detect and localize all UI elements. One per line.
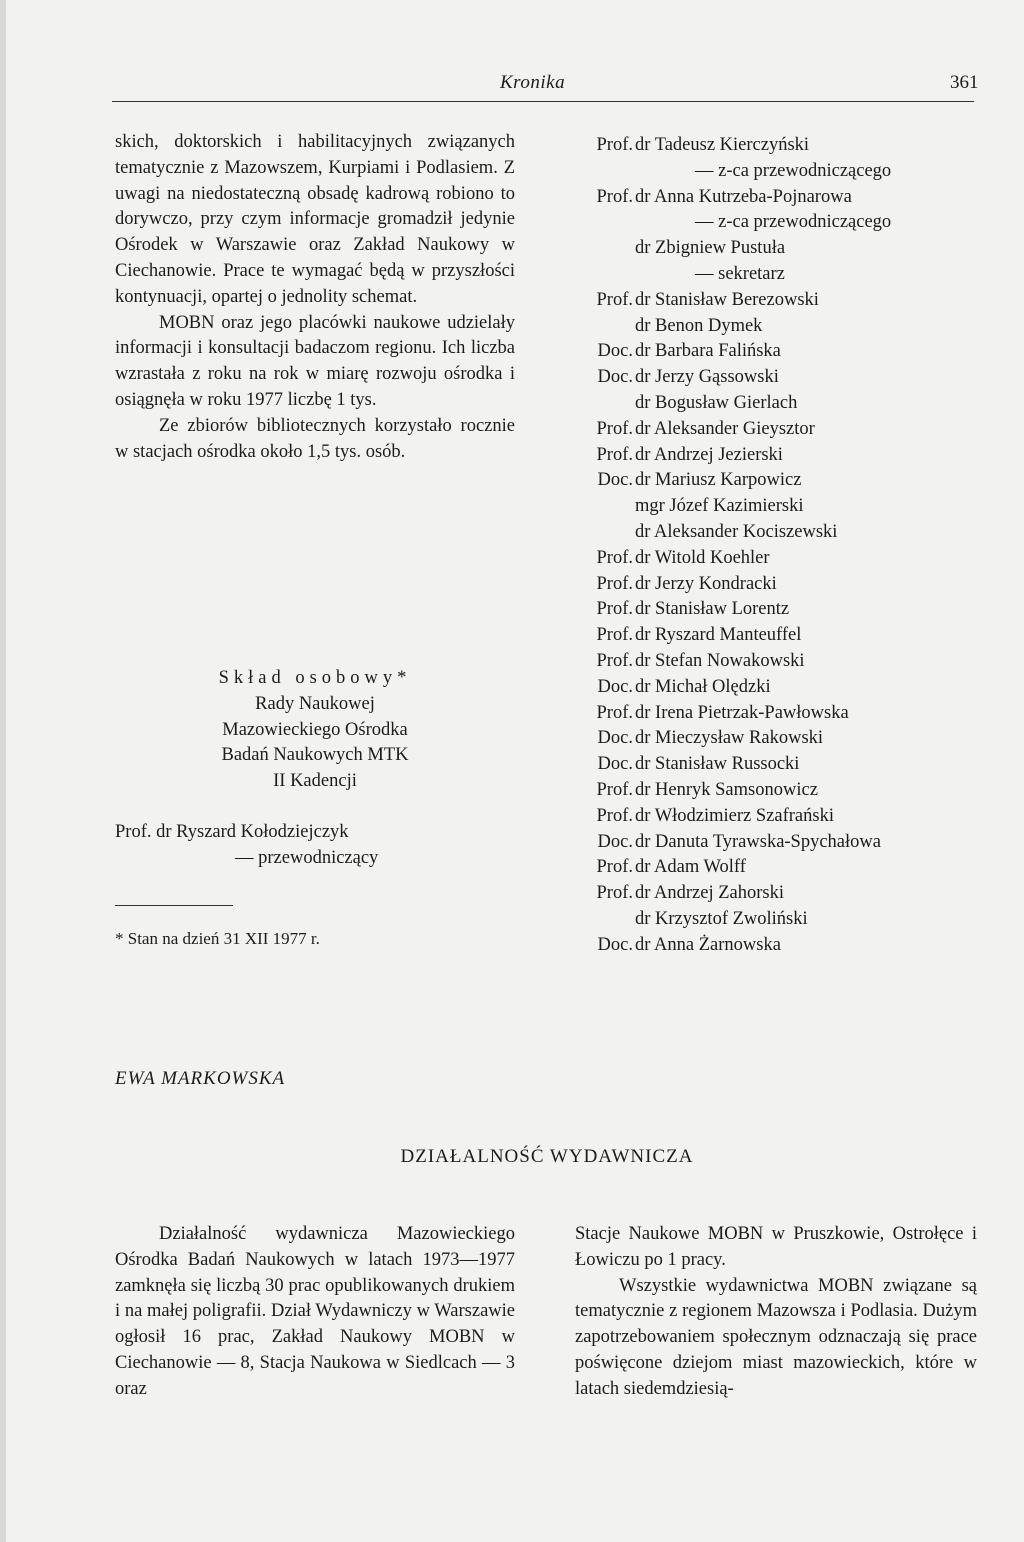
member-row bbox=[575, 391, 995, 417]
member-name: dr Danuta Tyrawska-Spychałowa bbox=[635, 831, 881, 852]
member-row bbox=[575, 726, 995, 752]
member-row bbox=[575, 133, 995, 159]
member-name: dr Krzysztof Zwoliński bbox=[635, 908, 808, 929]
member-name: mgr Józef Kazimierski bbox=[635, 496, 804, 517]
composition-line: Mazowieckiego Ośrodka bbox=[222, 719, 408, 740]
member-row bbox=[575, 468, 995, 494]
member-name: dr Mieczysław Rakowski bbox=[635, 728, 824, 749]
member-name: dr Stefan Nowakowski bbox=[635, 650, 805, 671]
council-composition-heading bbox=[112, 666, 518, 795]
member-title: Prof. bbox=[596, 779, 633, 800]
composition-line: II Kadencji bbox=[273, 771, 357, 792]
member-name: dr Andrzej Zahorski bbox=[635, 883, 784, 904]
member-title: Doc. bbox=[597, 341, 633, 362]
article-author: EWA MARKOWSKA bbox=[115, 1068, 286, 1089]
member-row bbox=[575, 701, 995, 727]
chairman-name: Prof. dr Ryszard Kołodziejczyk bbox=[115, 822, 349, 842]
member-name: dr Tadeusz Kierczyński bbox=[635, 135, 810, 155]
member-title: Doc. bbox=[597, 470, 633, 491]
member-title: Prof. bbox=[596, 573, 633, 594]
member-row bbox=[575, 159, 995, 185]
member-row bbox=[575, 236, 995, 262]
chairman-entry bbox=[115, 820, 535, 872]
member-name: dr Benon Dymek bbox=[635, 315, 763, 336]
member-name: dr Anna Kutrzeba-Pojnarowa bbox=[635, 186, 852, 207]
article-right-column bbox=[575, 1222, 977, 1403]
member-row bbox=[575, 597, 995, 623]
member-row bbox=[575, 933, 995, 959]
member-title: Prof. bbox=[596, 702, 633, 723]
member-title: Doc. bbox=[597, 831, 633, 852]
member-row bbox=[575, 881, 995, 907]
member-row bbox=[575, 804, 995, 830]
member-row bbox=[575, 520, 995, 546]
member-name: dr Włodzimierz Szafrański bbox=[635, 805, 834, 826]
member-row bbox=[575, 572, 995, 598]
chairman-role: — przewodniczący bbox=[235, 847, 379, 868]
member-role: — z-ca przewodniczącego bbox=[695, 212, 892, 233]
member-title: Prof. bbox=[596, 805, 633, 826]
member-name: dr Michał Olędzki bbox=[635, 676, 771, 697]
composition-line: Rady Naukowej bbox=[255, 693, 375, 714]
member-row bbox=[575, 210, 995, 236]
member-title: Doc. bbox=[597, 934, 633, 955]
member-title: Prof. bbox=[596, 186, 633, 207]
header-rule bbox=[112, 101, 974, 102]
member-name: dr Jerzy Gąssowski bbox=[635, 367, 779, 388]
member-row bbox=[575, 262, 995, 288]
member-title: Doc. bbox=[597, 367, 633, 388]
member-row bbox=[575, 649, 995, 675]
page-edge bbox=[0, 0, 6, 1542]
member-title: Prof. bbox=[596, 418, 633, 439]
member-row bbox=[575, 494, 995, 520]
member-title: Prof. bbox=[596, 289, 633, 310]
article-left-column bbox=[115, 1222, 515, 1403]
member-title: Prof. bbox=[596, 599, 633, 620]
member-role: — z-ca przewodniczącego bbox=[695, 160, 892, 181]
member-name: dr Stanisław Lorentz bbox=[635, 599, 790, 620]
member-row bbox=[575, 417, 995, 443]
member-row bbox=[575, 339, 995, 365]
member-row bbox=[575, 443, 995, 469]
member-name: dr Henryk Samsonowicz bbox=[635, 779, 818, 800]
member-title: Prof. bbox=[596, 883, 633, 904]
member-row bbox=[575, 855, 995, 881]
paragraph: MOBN oraz jego placówki naukowe udzielały informacji i konsultacji badaczom regionu. Ich liczba wzrastała z roku na rok w miarę rozwoju ośrodka i osiągnęła w roku 1977 liczbę 1 tys. bbox=[115, 312, 515, 410]
member-title: Prof. bbox=[596, 650, 633, 671]
member-name: dr Aleksander Gieysztor bbox=[635, 418, 815, 439]
member-title: Doc. bbox=[597, 728, 633, 749]
member-name: dr Jerzy Kondracki bbox=[635, 573, 777, 594]
member-name: dr Witold Koehler bbox=[635, 547, 770, 568]
member-row bbox=[575, 675, 995, 701]
member-name: dr Zbigniew Pustuła bbox=[635, 238, 786, 259]
member-title: Prof. bbox=[596, 547, 633, 568]
member-title: Doc. bbox=[597, 754, 633, 775]
article-title: DZIAŁALNOŚĆ WYDAWNICZA bbox=[400, 1146, 694, 1167]
member-name: dr Mariusz Karpowicz bbox=[635, 470, 802, 491]
left-column-text bbox=[115, 130, 515, 465]
member-row bbox=[575, 546, 995, 572]
member-row bbox=[575, 778, 995, 804]
member-name: dr Andrzej Jezierski bbox=[635, 444, 783, 465]
member-title: Prof. bbox=[596, 135, 633, 155]
member-title: Prof. bbox=[596, 857, 633, 878]
member-name: dr Stanisław Russocki bbox=[635, 754, 800, 775]
member-row bbox=[575, 185, 995, 211]
composition-line: Badań Naukowych MTK bbox=[221, 745, 409, 766]
member-row bbox=[575, 314, 995, 340]
paragraph: Stacje Naukowe MOBN w Pruszkowie, Ostrołęce i Łowiczu po 1 pracy. bbox=[575, 1224, 977, 1270]
member-title: Doc. bbox=[597, 676, 633, 697]
member-name: dr Stanisław Berezowski bbox=[635, 289, 819, 310]
member-name: dr Adam Wolff bbox=[635, 857, 746, 878]
running-header-title: Kronika bbox=[500, 72, 566, 93]
member-name: dr Anna Żarnowska bbox=[635, 934, 781, 955]
member-name: dr Ryszard Manteuffel bbox=[635, 625, 802, 646]
member-row bbox=[575, 365, 995, 391]
member-role: — sekretarz bbox=[695, 263, 785, 284]
page-number: 361 bbox=[950, 72, 979, 93]
member-name: dr Barbara Falińska bbox=[635, 341, 781, 362]
member-name: dr Aleksander Kociszewski bbox=[635, 521, 838, 542]
member-title: Prof. bbox=[596, 444, 633, 465]
member-row bbox=[575, 907, 995, 933]
member-row bbox=[575, 623, 995, 649]
member-title: Prof. bbox=[596, 625, 633, 646]
member-row bbox=[575, 830, 995, 856]
council-members-list bbox=[575, 133, 995, 959]
paragraph: Wszystkie wydawnictwa MOBN związane są tematycznie z regionem Mazowsza i Podlasia. Dużym zapotrzebowaniem społecznym odznaczają się prace poświęcone dziejom miast mazowieckich, które w latach siedemdziesią- bbox=[575, 1275, 977, 1399]
member-name: dr Irena Pietrzak-Pawłowska bbox=[635, 702, 849, 723]
footnote: * Stan na dzień 31 XII 1977 r. bbox=[115, 929, 320, 948]
member-name: dr Bogusław Gierlach bbox=[635, 392, 798, 413]
paragraph: skich, doktorskich i habilitacyjnych związanych tematycznie z Mazowszem, Kurpiami i Podlasiem. Z uwagi na niedostateczną obsadę kadrową robiono to dorywczo, przy czym informacje gromadził jedynie Ośrodek w Warszawie oraz Zakład Naukowy w Ciechanowie. Prace te wymagać będą w przyszłości kontynuacji, opartej o jednolity schemat. bbox=[115, 132, 515, 307]
member-row bbox=[575, 752, 995, 778]
footnote-rule bbox=[115, 905, 233, 906]
paragraph: Ze zbiorów bibliotecznych korzystało rocznie w stacjach ośrodka około 1,5 tys. osób. bbox=[115, 415, 515, 462]
composition-title: Skład osobowy* bbox=[218, 668, 412, 688]
member-row bbox=[575, 288, 995, 314]
paragraph: Działalność wydawnicza Mazowieckiego Ośrodka Badań Naukowych w latach 1973—1977 zamknęła się liczbą 30 prac opublikowanych drukiem i na małej poligrafii. Dział Wydawniczy w Warszawie ogłosił 16 prac, Zakład Naukowy MOBN w Ciechanowie — 8, Stacja Naukowa w Siedlcach — 3 oraz bbox=[115, 1224, 515, 1399]
